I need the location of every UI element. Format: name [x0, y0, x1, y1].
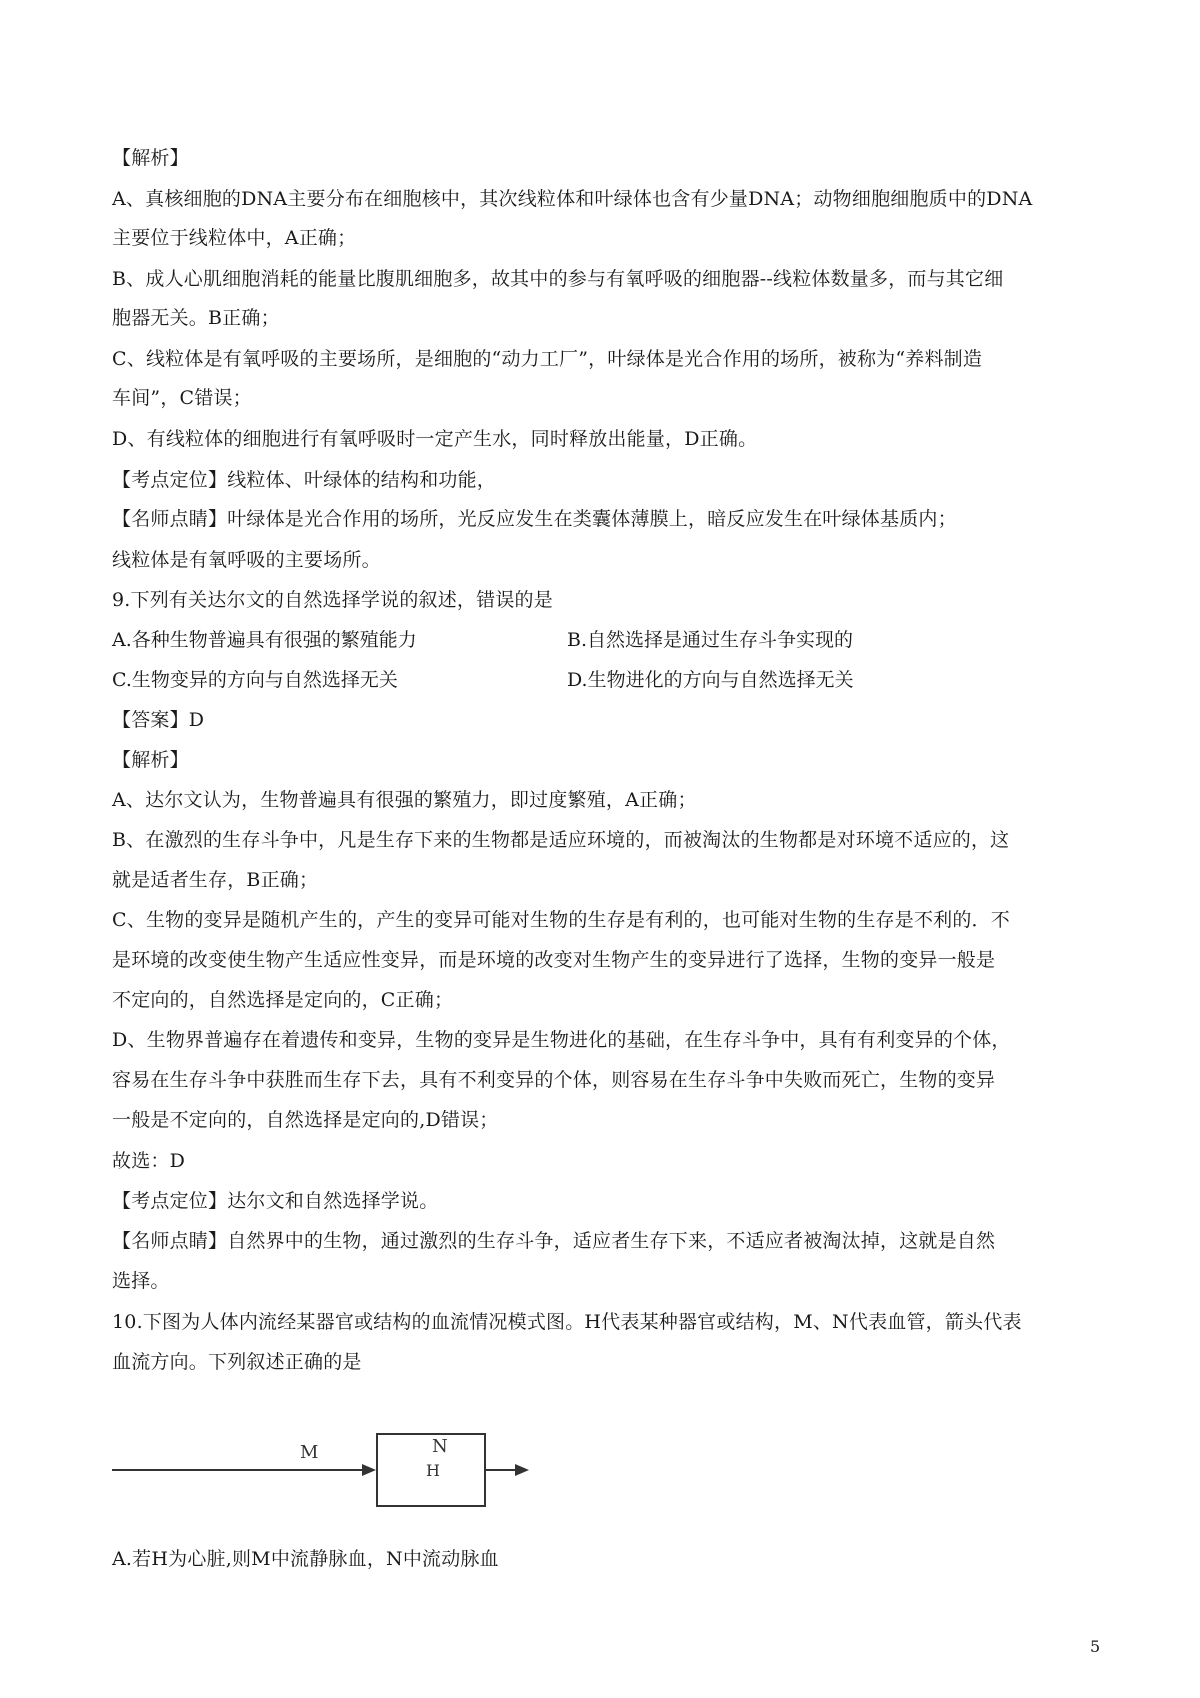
arrow-n-icon [515, 1464, 529, 1476]
arrow-m-icon [362, 1464, 376, 1476]
text-line: B、成人心肌细胞消耗的能量比腹肌细胞多，故其中的参与有氧呼吸的细胞器--线粒体数量多，而与其它细 [112, 268, 1004, 290]
text-line: 【考点定位】达尔文和自然选择学说。 [112, 1190, 439, 1212]
q9-option-d: D.生物进化的方向与自然选择无关 [567, 669, 854, 691]
label-m: M [300, 1442, 319, 1463]
text-line: D、有线粒体的细胞进行有氧呼吸时一定产生水，同时释放出能量，D正确。 [112, 428, 758, 450]
question-10: 10.下图为人体内流经某器官或结构的血流情况模式图。H代表某种器官或结构，M、N代表血管，箭头代表 [112, 1311, 1022, 1333]
blood-flow-diagram [110, 1418, 530, 1518]
text-line: 容易在生存斗争中获胜而生存下去，具有不利变异的个体，则容易在生存斗争中失败而死亡，生物的变异 [112, 1069, 996, 1091]
vessel-n-arrow [485, 1418, 530, 1518]
text-line: 血流方向。下列叙述正确的是 [112, 1351, 362, 1373]
text-line: 是环境的改变使生物产生适应性变异，而是环境的改变对生物产生的变异进行了选择，生物的变异一般是 [112, 949, 996, 971]
text-line: A、真核细胞的DNA主要分布在细胞核中，其次线粒体和叶绿体也含有少量DNA；动物细胞细胞质中的DNA [112, 188, 1033, 210]
text-line: 【名师点睛】叶绿体是光合作用的场所，光反应发生在类囊体薄膜上，暗反应发生在叶绿体基质内； [112, 508, 957, 530]
answer-line: 【答案】D [112, 709, 205, 731]
text-line: 【名师点睛】自然界中的生物，通过激烈的生存斗争，适应者生存下来，不适应者被淘汰掉，这就是自然 [112, 1230, 996, 1252]
text-line: B、在激烈的生存斗争中，凡是生存下来的生物都是适应环境的，而被淘汰的生物都是对环境不适应的，这 [112, 829, 1010, 851]
q9-option-a: A.各种生物普遍具有很强的繁殖能力 [112, 629, 417, 651]
text-line: C、生物的变异是随机产生的，产生的变异可能对生物的生存是有利的，也可能对生物的生存是不利的．不 [112, 909, 1010, 931]
text-line: 【考点定位】线粒体、叶绿体的结构和功能， [112, 469, 497, 491]
label-h: H [426, 1461, 440, 1480]
text-line: 故选：D [112, 1150, 186, 1172]
text-line: 线粒体是有氧呼吸的主要场所。 [112, 549, 381, 571]
text-line: 选择。 [112, 1270, 170, 1292]
question-9: 9.下列有关达尔文的自然选择学说的叙述，错误的是 [112, 589, 553, 611]
q10-option-a: A.若H为心脏,则M中流静脉血，N中流动脉血 [112, 1548, 499, 1570]
text-line: A、达尔文认为，生物普遍具有很强的繁殖力，即过度繁殖，A正确； [112, 789, 697, 811]
q9-option-c: C.生物变异的方向与自然选择无关 [112, 669, 398, 691]
text-line: C、线粒体是有氧呼吸的主要场所，是细胞的“动力工厂”，叶绿体是光合作用的场所，被称为“养料制造 [112, 348, 983, 370]
text-line: 【解析】 [112, 147, 189, 169]
label-n: N [432, 1436, 448, 1457]
text-line: 一般是不定向的，自然选择是定向的,D错误； [112, 1109, 499, 1131]
text-line: 不定向的，自然选择是定向的，C正确； [112, 989, 454, 1011]
q9-option-b: B.自然选择是通过生存斗争实现的 [567, 629, 854, 651]
text-line: 【解析】 [112, 749, 189, 771]
text-line: 车间”，C错误； [112, 387, 252, 409]
text-line: 就是适者生存，B正确； [112, 869, 319, 891]
text-line: 主要位于线粒体中，A正确； [112, 227, 357, 249]
text-line: 胞器无关。B正确； [112, 307, 280, 329]
page-number: 5 [1090, 1637, 1101, 1656]
text-line: D、生物界普遍存在着遗传和变异，生物的变异是生物进化的基础，在生存斗争中，具有有利变异的个体， [112, 1029, 1011, 1051]
